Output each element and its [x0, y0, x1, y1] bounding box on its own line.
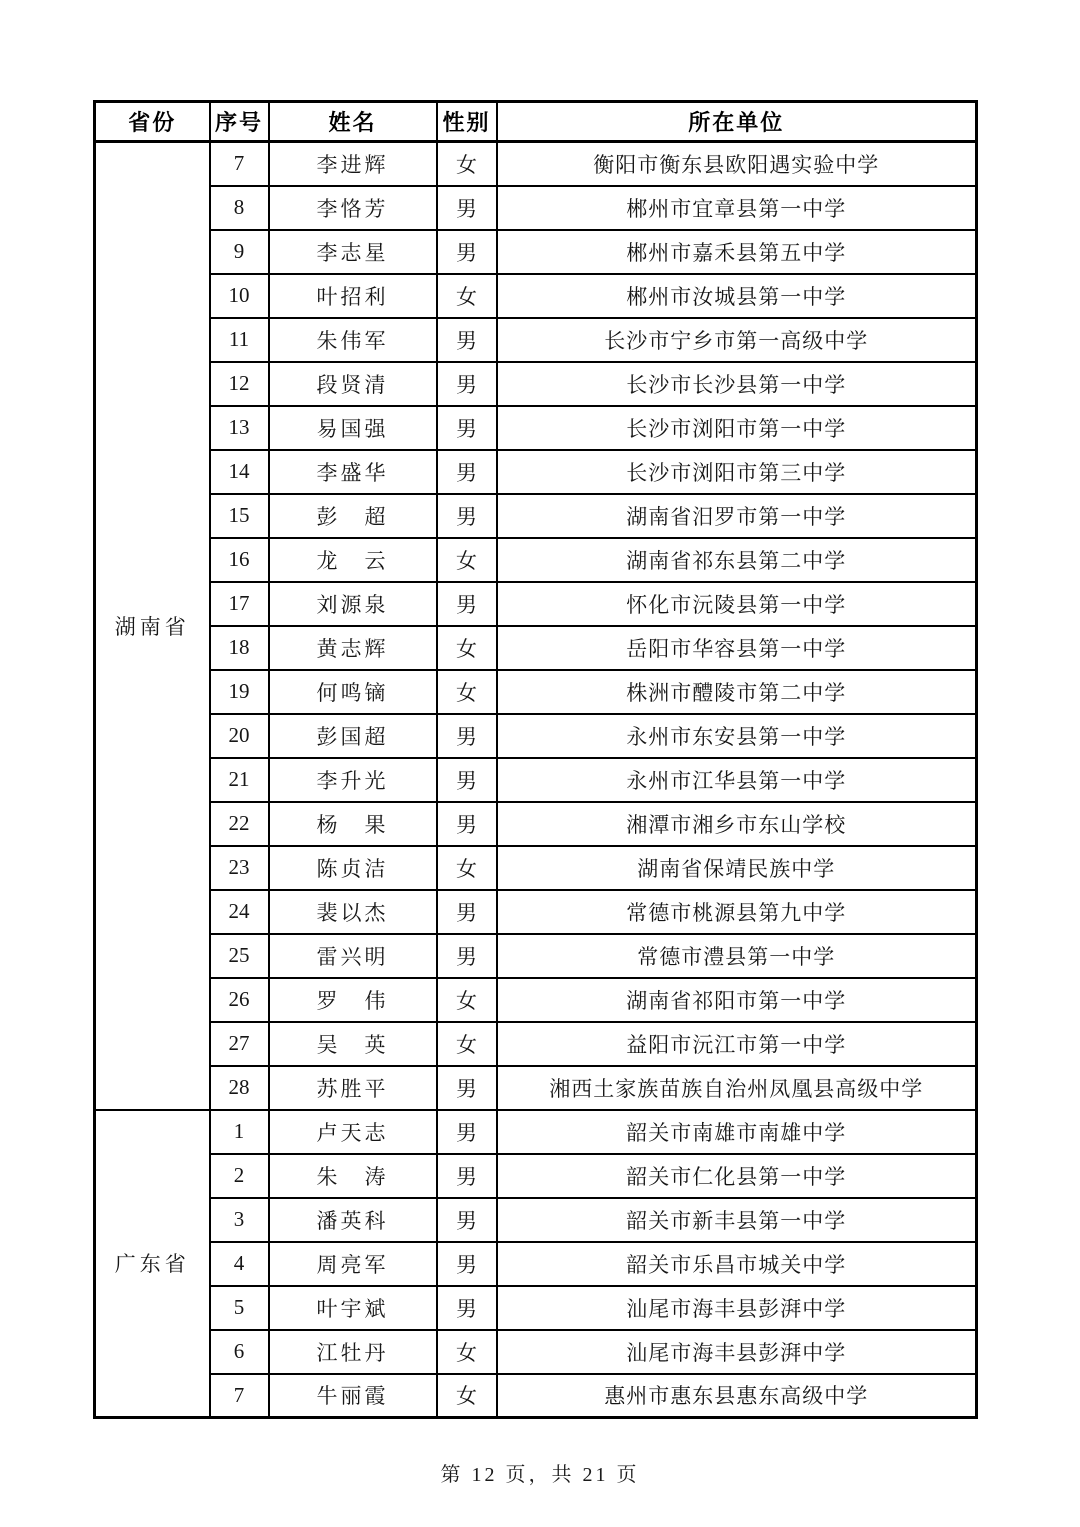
table-row — [95, 318, 977, 362]
name-cell: 牛丽霞 — [269, 1374, 437, 1418]
table-row — [95, 1022, 977, 1066]
seq-cell: 25 — [210, 934, 269, 978]
unit-cell: 郴州市宜章县第一中学 — [497, 186, 977, 230]
gender-cell: 女 — [437, 538, 497, 582]
seq-cell: 12 — [210, 362, 269, 406]
seq-cell: 7 — [210, 142, 269, 186]
table-row — [95, 626, 977, 670]
name-cell: 潘英科 — [269, 1198, 437, 1242]
col-header-name: 姓名 — [269, 102, 437, 142]
unit-cell: 韶关市乐昌市城关中学 — [497, 1242, 977, 1286]
gender-cell: 男 — [437, 714, 497, 758]
gender-cell: 女 — [437, 142, 497, 186]
gender-cell: 男 — [437, 494, 497, 538]
unit-cell: 岳阳市华容县第一中学 — [497, 626, 977, 670]
unit-cell: 株洲市醴陵市第二中学 — [497, 670, 977, 714]
gender-cell: 男 — [437, 802, 497, 846]
seq-cell: 3 — [210, 1198, 269, 1242]
table-row — [95, 890, 977, 934]
table-row — [95, 1110, 977, 1154]
name-cell: 李恪芳 — [269, 186, 437, 230]
name-cell: 吴 英 — [269, 1022, 437, 1066]
gender-cell: 男 — [437, 934, 497, 978]
table-row — [95, 934, 977, 978]
table-row — [95, 978, 977, 1022]
gender-cell: 女 — [437, 846, 497, 890]
name-cell: 裴以杰 — [269, 890, 437, 934]
gender-cell: 男 — [437, 582, 497, 626]
province-cell: 湖南省 — [95, 142, 210, 1110]
table-row — [95, 362, 977, 406]
unit-cell: 长沙市长沙县第一中学 — [497, 362, 977, 406]
gender-cell: 男 — [437, 450, 497, 494]
unit-cell: 益阳市沅江市第一中学 — [497, 1022, 977, 1066]
gender-cell: 男 — [437, 1242, 497, 1286]
unit-cell: 湖南省祁东县第二中学 — [497, 538, 977, 582]
table-row — [95, 230, 977, 274]
table-row — [95, 1198, 977, 1242]
name-cell: 李进辉 — [269, 142, 437, 186]
name-cell: 陈贞洁 — [269, 846, 437, 890]
unit-cell: 湘西土家族苗族自治州凤凰县高级中学 — [497, 1066, 977, 1110]
name-cell: 龙 云 — [269, 538, 437, 582]
seq-cell: 28 — [210, 1066, 269, 1110]
table-row — [95, 1330, 977, 1374]
table-row — [95, 186, 977, 230]
name-cell: 苏胜平 — [269, 1066, 437, 1110]
unit-cell: 汕尾市海丰县彭湃中学 — [497, 1330, 977, 1374]
gender-cell: 男 — [437, 758, 497, 802]
unit-cell: 湖南省汨罗市第一中学 — [497, 494, 977, 538]
unit-cell: 永州市东安县第一中学 — [497, 714, 977, 758]
unit-cell: 永州市江华县第一中学 — [497, 758, 977, 802]
table-row — [95, 802, 977, 846]
name-cell: 叶招利 — [269, 274, 437, 318]
col-header-province: 省份 — [95, 102, 210, 142]
seq-cell: 17 — [210, 582, 269, 626]
gender-cell: 女 — [437, 1374, 497, 1418]
province-cell: 广东省 — [95, 1110, 210, 1418]
name-cell: 周亮军 — [269, 1242, 437, 1286]
seq-cell: 26 — [210, 978, 269, 1022]
seq-cell: 1 — [210, 1110, 269, 1154]
unit-cell: 湖南省保靖民族中学 — [497, 846, 977, 890]
col-header-seq: 序号 — [210, 102, 269, 142]
unit-cell: 湘潭市湘乡市东山学校 — [497, 802, 977, 846]
seq-cell: 15 — [210, 494, 269, 538]
gender-cell: 女 — [437, 1022, 497, 1066]
table-row — [95, 758, 977, 802]
seq-cell: 4 — [210, 1242, 269, 1286]
name-cell: 何鸣镝 — [269, 670, 437, 714]
table-row — [95, 670, 977, 714]
unit-cell: 韶关市新丰县第一中学 — [497, 1198, 977, 1242]
gender-cell: 男 — [437, 406, 497, 450]
table-row — [95, 1066, 977, 1110]
name-cell: 黄志辉 — [269, 626, 437, 670]
table-row — [95, 1374, 977, 1418]
unit-cell: 郴州市嘉禾县第五中学 — [497, 230, 977, 274]
unit-cell: 长沙市浏阳市第三中学 — [497, 450, 977, 494]
gender-cell: 男 — [437, 318, 497, 362]
table-row — [95, 1242, 977, 1286]
unit-cell: 郴州市汝城县第一中学 — [497, 274, 977, 318]
unit-cell: 惠州市惠东县惠东高级中学 — [497, 1374, 977, 1418]
seq-cell: 24 — [210, 890, 269, 934]
col-header-gender: 性别 — [437, 102, 497, 142]
seq-cell: 11 — [210, 318, 269, 362]
page-number-footer: 第 12 页，共 21 页 — [440, 1464, 640, 1486]
seq-cell: 18 — [210, 626, 269, 670]
seq-cell: 8 — [210, 186, 269, 230]
seq-cell: 22 — [210, 802, 269, 846]
name-cell: 李升光 — [269, 758, 437, 802]
seq-cell: 7 — [210, 1374, 269, 1418]
table-header-row — [95, 102, 977, 142]
table-row — [95, 538, 977, 582]
table-row — [95, 582, 977, 626]
name-cell: 李志星 — [269, 230, 437, 274]
seq-cell: 23 — [210, 846, 269, 890]
gender-cell: 男 — [437, 1154, 497, 1198]
table-row — [95, 142, 977, 186]
seq-cell: 16 — [210, 538, 269, 582]
name-cell: 罗 伟 — [269, 978, 437, 1022]
name-cell: 雷兴明 — [269, 934, 437, 978]
table-row — [95, 714, 977, 758]
unit-cell: 长沙市宁乡市第一高级中学 — [497, 318, 977, 362]
table-row — [95, 406, 977, 450]
seq-cell: 6 — [210, 1330, 269, 1374]
seq-cell: 27 — [210, 1022, 269, 1066]
unit-cell: 长沙市浏阳市第一中学 — [497, 406, 977, 450]
gender-cell: 女 — [437, 1330, 497, 1374]
unit-cell: 衡阳市衡东县欧阳遇实验中学 — [497, 142, 977, 186]
name-cell: 朱 涛 — [269, 1154, 437, 1198]
gender-cell: 男 — [437, 1198, 497, 1242]
name-cell: 江牡丹 — [269, 1330, 437, 1374]
unit-cell: 常德市桃源县第九中学 — [497, 890, 977, 934]
table-row — [95, 274, 977, 318]
name-cell: 叶宇斌 — [269, 1286, 437, 1330]
unit-cell: 韶关市仁化县第一中学 — [497, 1154, 977, 1198]
name-cell: 李盛华 — [269, 450, 437, 494]
gender-cell: 男 — [437, 1066, 497, 1110]
seq-cell: 5 — [210, 1286, 269, 1330]
gender-cell: 女 — [437, 670, 497, 714]
unit-cell: 常德市澧县第一中学 — [497, 934, 977, 978]
unit-cell: 怀化市沅陵县第一中学 — [497, 582, 977, 626]
roster-table — [93, 100, 978, 1419]
seq-cell: 20 — [210, 714, 269, 758]
name-cell: 杨 果 — [269, 802, 437, 846]
col-header-unit: 所在单位 — [497, 102, 977, 142]
name-cell: 卢天志 — [269, 1110, 437, 1154]
unit-cell: 韶关市南雄市南雄中学 — [497, 1110, 977, 1154]
name-cell: 段贤清 — [269, 362, 437, 406]
gender-cell: 男 — [437, 186, 497, 230]
table-row — [95, 1154, 977, 1198]
seq-cell: 19 — [210, 670, 269, 714]
gender-cell: 女 — [437, 978, 497, 1022]
name-cell: 彭 超 — [269, 494, 437, 538]
name-cell: 朱伟军 — [269, 318, 437, 362]
gender-cell: 男 — [437, 362, 497, 406]
table-row — [95, 846, 977, 890]
gender-cell: 男 — [437, 1286, 497, 1330]
seq-cell: 2 — [210, 1154, 269, 1198]
name-cell: 刘源泉 — [269, 582, 437, 626]
seq-cell: 14 — [210, 450, 269, 494]
gender-cell: 女 — [437, 626, 497, 670]
name-cell: 彭国超 — [269, 714, 437, 758]
unit-cell: 汕尾市海丰县彭湃中学 — [497, 1286, 977, 1330]
seq-cell: 10 — [210, 274, 269, 318]
gender-cell: 男 — [437, 230, 497, 274]
seq-cell: 21 — [210, 758, 269, 802]
table-row — [95, 1286, 977, 1330]
seq-cell: 9 — [210, 230, 269, 274]
name-cell: 易国强 — [269, 406, 437, 450]
seq-cell: 13 — [210, 406, 269, 450]
table-row — [95, 450, 977, 494]
table-row — [95, 494, 977, 538]
gender-cell: 男 — [437, 1110, 497, 1154]
unit-cell: 湖南省祁阳市第一中学 — [497, 978, 977, 1022]
gender-cell: 女 — [437, 274, 497, 318]
gender-cell: 男 — [437, 890, 497, 934]
